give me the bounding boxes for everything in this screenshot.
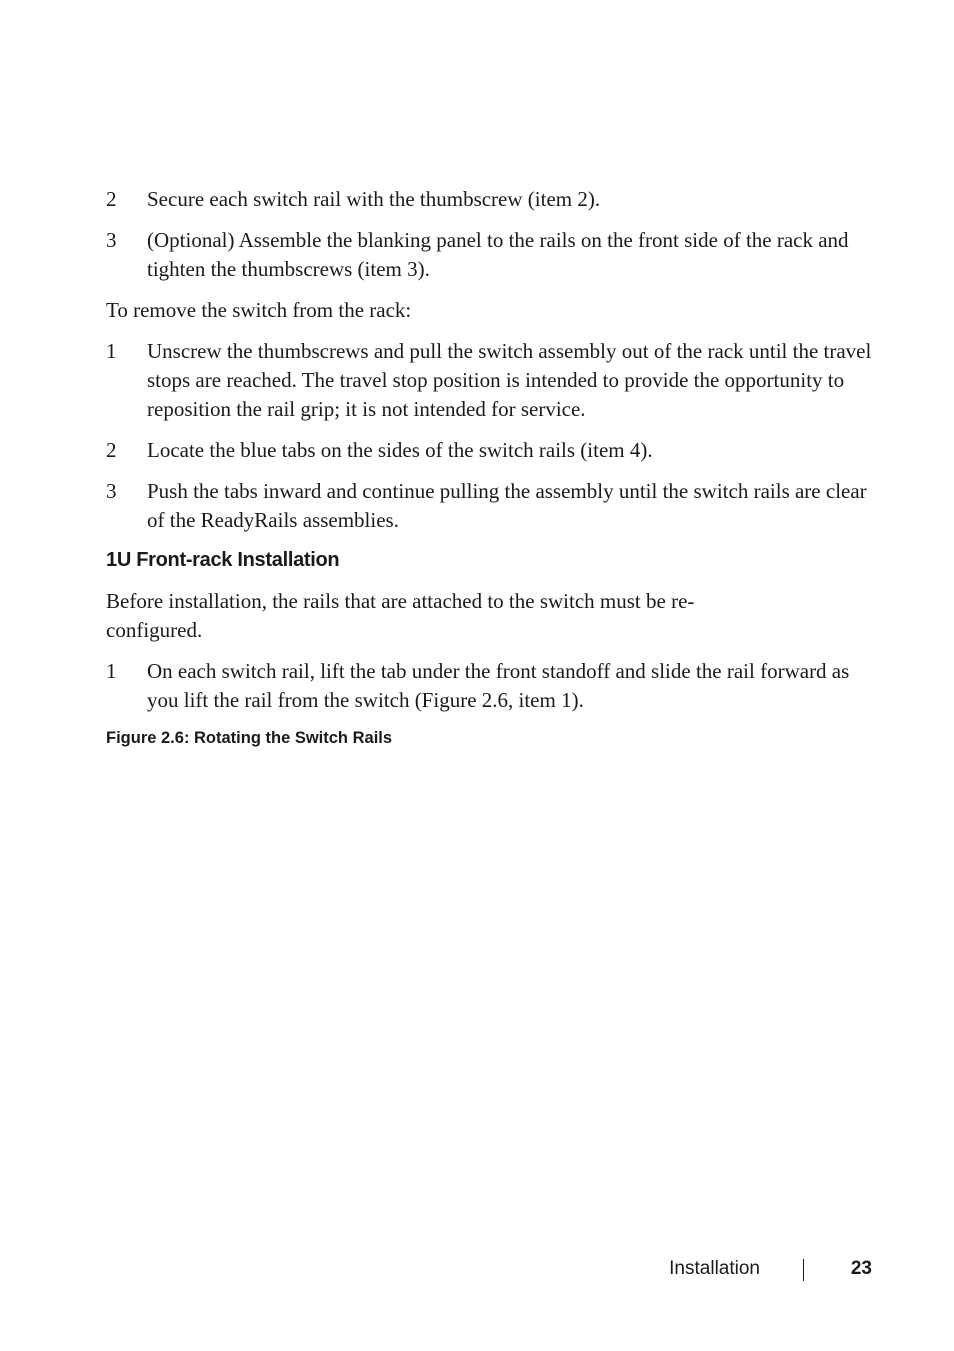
step-item: [106, 185, 876, 214]
figure-caption: Figure 2.6: Rotating the Switch Rails: [106, 729, 393, 747]
page-number: 23: [850, 1258, 872, 1279]
section-intro-line: Before installation, the rails that are attached to the switch must be re-: [106, 589, 695, 613]
step-item: [106, 657, 876, 715]
step-item: [106, 477, 876, 535]
step-number: 2: [106, 187, 117, 211]
section-intro-paragraph: [106, 587, 876, 645]
section-heading: 1U Front-rack Installation: [106, 549, 340, 571]
step-item: [106, 436, 876, 465]
step-item: [106, 337, 876, 424]
remove-intro-paragraph: To remove the switch from the rack:: [106, 298, 412, 322]
step-number: 1: [106, 339, 117, 363]
step-text: (Optional) Assemble the blanking panel to the rails on the front side of the rack and tighten the thumbscrews (item 3).: [147, 228, 849, 281]
step-text: Push the tabs inward and continue pulling the assembly until the switch rails are clear of the ReadyRails assemblies.: [147, 479, 867, 532]
step-text: Unscrew the thumbscrews and pull the switch assembly out of the rack until the travel stops are reached. The travel stop position is intended to provide the opportunity to reposition the rail grip; it is not intended for service.: [147, 339, 872, 421]
step-text: Locate the blue tabs on the sides of the switch rails (item 4).: [147, 438, 653, 462]
step-number: 3: [106, 479, 117, 503]
footer-divider: [803, 1259, 804, 1281]
step-item: [106, 226, 876, 284]
step-text: On each switch rail, lift the tab under the front standoff and slide the rail forward as you lift the rail from the switch (Figure 2.6, item 1).: [147, 659, 850, 712]
section-intro-line: configured.: [106, 618, 203, 642]
step-number: 3: [106, 228, 117, 252]
footer-section-title: Installation: [669, 1258, 760, 1279]
step-number: 2: [106, 438, 117, 462]
step-text: Secure each switch rail with the thumbscrew (item 2).: [147, 187, 601, 211]
step-number: 1: [106, 659, 117, 683]
